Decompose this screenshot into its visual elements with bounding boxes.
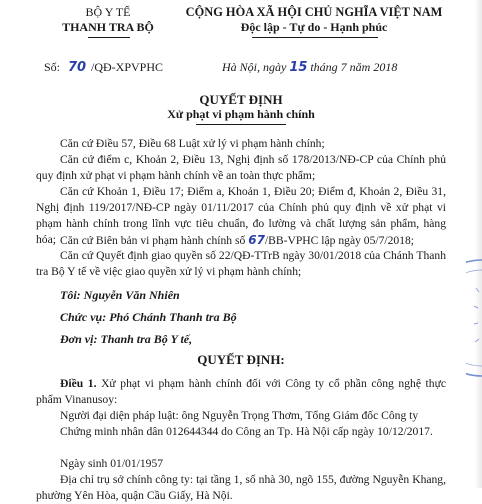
nation-title: CỘNG HÒA XÃ HỘI CHỦ NGHĨA VIỆT NAM <box>185 5 443 19</box>
signer-unit-line <box>60 332 192 347</box>
document-subtitle: Xử phạt vi phạm hành chính <box>167 107 315 121</box>
basis-2: Căn cứ điểm c, Khoản 2, Điều 13, Nghị định số 178/2013/NĐ-CP của Chính phủ quy định xử phạt vi phạm hành chính về an toàn thực phẩm; <box>36 153 446 182</box>
number-label: Số: <box>44 60 61 74</box>
signer-unit-label: Đơn vị: <box>60 332 98 346</box>
date-prefix: Hà Nội, ngày <box>222 60 287 74</box>
agency-name: THANH TRA BỘ <box>62 20 154 34</box>
company-id-card: Chứng minh nhân dân 012644344 do Công an Tp. Hà Nội cấp ngày 10/12/2017. <box>60 425 433 438</box>
scan-edge-shadow <box>476 0 482 488</box>
basis-record <box>36 232 446 249</box>
issue-date <box>222 60 397 75</box>
document-number <box>44 60 163 75</box>
signer-title-line <box>60 310 237 325</box>
signer-name-line <box>60 288 180 303</box>
company-birth-date: Ngày sinh 01/01/1957 <box>60 457 164 470</box>
basis-delegation: Căn cứ Quyết định giao quyền số 22/QĐ-TTrB ngày 30/01/2018 của Chánh Thanh tra Bộ Y tế về việc giao quyền xử lý vi phạm hành chính; <box>36 249 446 278</box>
article-1-label: Điều 1. <box>60 377 97 390</box>
company-address: Địa chỉ trụ sở chính công ty: tại tầng 1, số nhà 30, ngõ 155, đường Nguyễn Khang, phường Yên Hòa, quận Cầu Giấy, Hà Nội. <box>36 473 446 502</box>
motto: Độc lập - Tự do - Hạnh phúc <box>240 20 388 34</box>
signer-name: Nguyễn Văn Nhiên <box>83 288 180 302</box>
basis-record-prefix: Căn cứ Biên bản vi phạm hành chính số <box>60 234 246 247</box>
subtitle-underline <box>196 124 286 125</box>
decision-heading: QUYẾT ĐỊNH: <box>197 352 285 367</box>
company-representative: Người đại diện pháp luật: ông Nguyễn Trọng Thơm, Tổng Giám đốc Công ty <box>60 409 419 422</box>
basis-1: Căn cứ Điều 57, Điều 68 Luật xử lý vi phạm hành chính; <box>60 137 325 150</box>
number-suffix: /QĐ-XPVPHC <box>91 60 164 74</box>
motto-underline <box>252 37 378 38</box>
date-day-handwritten: 15 <box>289 60 308 75</box>
article-1 <box>36 376 446 408</box>
document-title: QUYẾT ĐỊNH <box>199 92 283 107</box>
agency-underline <box>88 37 130 38</box>
signer-title-label: Chức vụ: <box>60 310 107 324</box>
signer-name-label: Tôi: <box>60 288 81 302</box>
basis-record-handwritten: 67 <box>248 233 265 247</box>
signer-unit: Thanh tra Bộ Y tế, <box>100 332 193 346</box>
signer-title: Phó Chánh Thanh tra Bộ <box>109 310 237 324</box>
basis-3: Căn cứ Khoản 1, Điều 17; Điểm a, Khoản 1, Điều 20; Điểm đ, Khoản 2, Điều 31, Nghị định 119/2017/NĐ-CP ngày 01/11/2017 của Chính phủ quy định về xử phạt vi phạm hành chính trong lĩnh vực tiêu chuẩn, đo lường và chất lượng sản phẩm, hàng hóa; <box>36 185 446 246</box>
number-handwritten: 70 <box>67 60 87 75</box>
basis-record-suffix: /BB-VPHC lập ngày 05/7/2018; <box>264 234 415 247</box>
agency-parent: BỘ Y TẾ <box>85 5 131 19</box>
date-suffix: tháng 7 năm 2018 <box>310 60 398 74</box>
article-1-text: Xử phạt vi phạm hành chính đối với Công ty cổ phần công nghệ thực phẩm Vinanusoy: <box>36 377 447 406</box>
official-seal-fragment <box>466 258 482 378</box>
